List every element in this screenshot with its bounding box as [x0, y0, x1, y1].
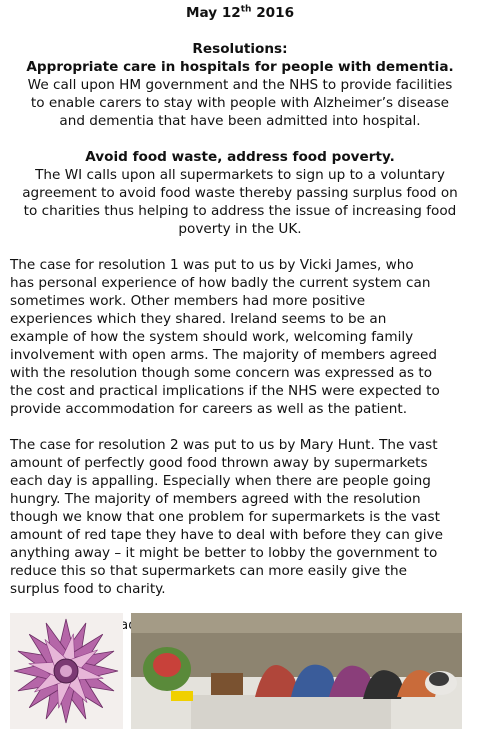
text-line: poverty in the UK. [178, 221, 302, 237]
resolution-1-title: Appropriate care in hospitals for people with dementia. [26, 59, 454, 75]
text-line: The case for resolution 2 was put to us by Mary Hunt. The vast [10, 437, 438, 453]
text-line: involvement with open arms. The majority of members agreed [10, 347, 438, 363]
text-line: example of how the system should work, welcoming family [10, 329, 414, 345]
text-line: to enable carers to stay with people with Alzheimer’s disease [30, 95, 450, 111]
text-line: experiences which they shared. Ireland seems to be an [10, 311, 387, 327]
text-line: with the resolution though some concern was expressed as to [10, 365, 433, 381]
resolution-1 [10, 58, 470, 130]
text-line: has personal experience of how badly the current system can [10, 275, 431, 291]
text-line: provide accommodation for careers as well as the patient. [10, 401, 408, 417]
text-line: though we know that one problem for supermarkets is the vast [10, 509, 440, 525]
text-line: surplus food to charity. [10, 581, 166, 597]
tea-bag-folding-photo [10, 613, 123, 729]
resolution-2-title: Avoid food waste, address food poverty. [85, 149, 395, 165]
photo-row [10, 613, 470, 729]
resolution-2-text [10, 166, 470, 238]
text-line: agreement to avoid food waste thereby passing surplus food on [22, 185, 458, 201]
text-line: each day is appalling. Especially when there are people going [10, 473, 431, 489]
text-line: The WI calls upon all supermarkets to sign up to a voluntary [35, 167, 445, 183]
text-line: anything away – it might be better to lobby the government to [10, 545, 438, 561]
text-line: We call upon HM government and the NHS to provide facilities [27, 77, 453, 93]
text-line: had [111, 617, 137, 633]
paragraph-resolution-2 [10, 436, 470, 598]
text-line: and dementia that have been admitted into hospital. [59, 113, 421, 129]
resolution-1-text [10, 76, 470, 130]
tea-bag-rosette-image [10, 613, 123, 729]
resolution-2 [10, 148, 470, 238]
paragraph-resolution-1 [10, 256, 470, 418]
text-line: reduce this so that supermarkets can more easily give the [10, 563, 407, 579]
text-line: to charities thus helping to address the issue of increasing food [23, 203, 457, 219]
text-line: The case for resolution 1 was put to us by Vicki James, who [10, 257, 414, 273]
tea-cosies-image [131, 613, 462, 729]
date-suffix: th [240, 4, 252, 15]
text-line: the cost and practical implications if the NHS were expected to [10, 383, 440, 399]
tea-cosies-table-photo [131, 613, 462, 729]
text-line: amount of red tape they have to deal with before they can give [10, 527, 443, 543]
text-line: sometimes work. Other members had more positive [10, 293, 366, 309]
text-line: amount of perfectly good food thrown away by supermarkets [10, 455, 428, 471]
date-year: 2016 [251, 5, 295, 21]
page-date [10, 4, 470, 22]
text-line: hungry. The majority of members agreed with the resolution [10, 491, 421, 507]
resolutions-heading: Resolutions: [192, 41, 288, 57]
date-text: May 12 [185, 5, 241, 21]
